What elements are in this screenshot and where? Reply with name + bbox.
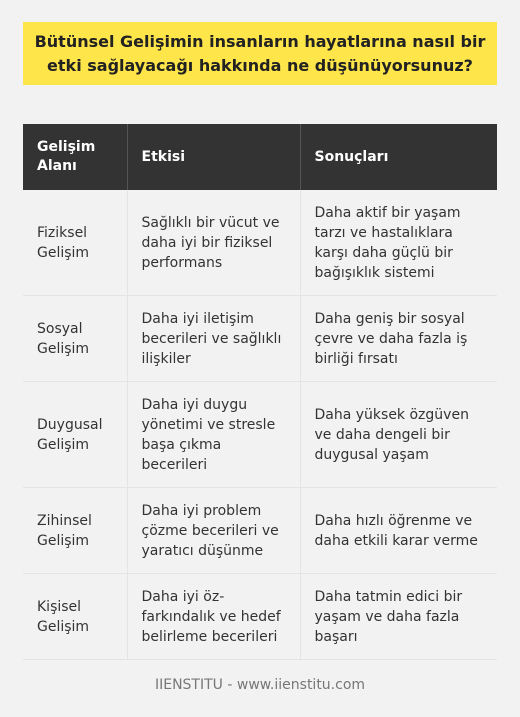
header-results: Sonuçları	[300, 124, 497, 190]
table-row	[23, 488, 497, 574]
page-title: Bütünsel Gelişimin insanların hayatlarına nasıl bir etki sağlayacağı hakkında ne düşünüyorsunuz?	[34, 31, 486, 75]
cell-results: Daha yüksek özgüven ve daha dengeli bir duygusal yaşam	[300, 382, 497, 488]
cell-results: Daha geniş bir sosyal çevre ve daha fazla iş birliği fırsatı	[300, 296, 497, 382]
table-row	[23, 190, 497, 296]
cell-results: Daha tatmin edici bir yaşam ve daha fazla başarı	[300, 574, 497, 660]
cell-effect: Daha iyi duygu yönetimi ve stresle başa çıkma becerileri	[127, 382, 300, 488]
table-row	[23, 382, 497, 488]
cell-effect: Daha iyi öz-farkındalık ve hedef belirleme becerileri	[127, 574, 300, 660]
title-banner	[23, 22, 497, 85]
table-row	[23, 296, 497, 382]
footer-credit: IIENSTITU - www.iienstitu.com	[154, 677, 366, 693]
cell-area: Sosyal Gelişim	[23, 296, 127, 382]
cell-results: Daha aktif bir yaşam tarzı ve hastalıklara karşı daha güçlü bir bağışıklık sistemi	[300, 190, 497, 296]
cell-area: Fiziksel Gelişim	[23, 190, 127, 296]
cell-effect: Daha iyi problem çözme becerileri ve yaratıcı düşünme	[127, 488, 300, 574]
table-header-row	[23, 124, 497, 190]
development-table	[23, 124, 497, 660]
cell-area: Duygusal Gelişim	[23, 382, 127, 488]
cell-effect: Sağlıklı bir vücut ve daha iyi bir fiziksel performans	[127, 190, 300, 296]
cell-area: Zihinsel Gelişim	[23, 488, 127, 574]
table-row	[23, 574, 497, 660]
cell-effect: Daha iyi iletişim becerileri ve sağlıklı ilişkiler	[127, 296, 300, 382]
header-area: Gelişim Alanı	[23, 124, 127, 190]
cell-area: Kişisel Gelişim	[23, 574, 127, 660]
cell-results: Daha hızlı öğrenme ve daha etkili karar verme	[300, 488, 497, 574]
header-effect: Etkisi	[127, 124, 300, 190]
